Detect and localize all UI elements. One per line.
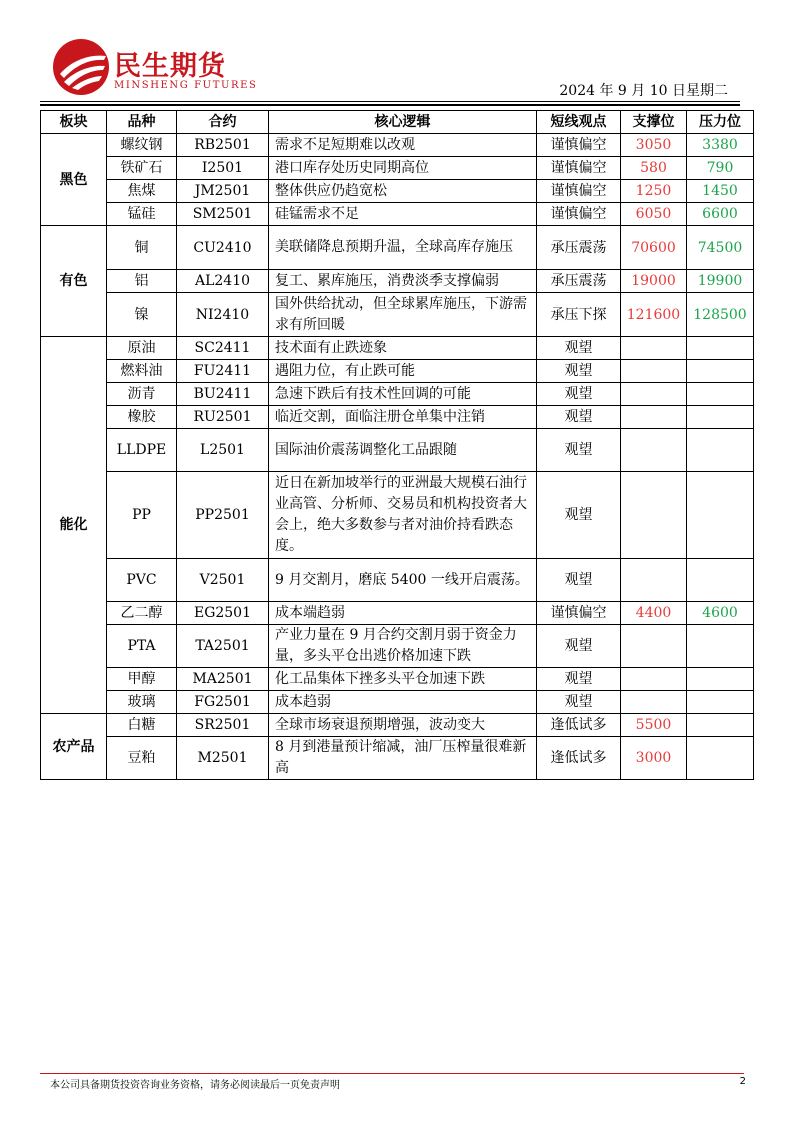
sector-cell: 有色 (41, 226, 107, 337)
logic-cell: 需求不足短期难以改观 (269, 134, 537, 157)
table-row (41, 337, 754, 360)
logic-cell: 全球市场衰退预期增强，波动变大 (269, 714, 537, 737)
variety-cell: 玻璃 (107, 691, 177, 714)
support-cell: 4400 (621, 602, 687, 625)
header-support: 支撑位 (621, 111, 687, 134)
brand-name-cn: 民生期货 (114, 51, 226, 82)
variety-cell: 铁矿石 (107, 157, 177, 180)
contract-cell: M2501 (177, 737, 269, 780)
resistance-cell (687, 383, 754, 406)
table-row (41, 691, 754, 714)
contract-cell: SR2501 (177, 714, 269, 737)
support-cell (621, 625, 687, 668)
variety-cell: 原油 (107, 337, 177, 360)
resistance-cell: 4600 (687, 602, 754, 625)
header-rule-thin (40, 101, 740, 102)
contract-cell: FU2411 (177, 360, 269, 383)
support-cell (621, 559, 687, 602)
view-cell: 观望 (537, 429, 621, 472)
header-logic: 核心逻辑 (269, 111, 537, 134)
support-cell: 19000 (621, 270, 687, 293)
resistance-cell (687, 625, 754, 668)
contract-cell: CU2410 (177, 226, 269, 270)
variety-cell: PP (107, 472, 177, 559)
contract-cell: RB2501 (177, 134, 269, 157)
variety-cell: LLDPE (107, 429, 177, 472)
variety-cell: 豆粕 (107, 737, 177, 780)
brand-name-en: MINSHENG FUTURES (114, 80, 258, 91)
contract-cell: SC2411 (177, 337, 269, 360)
view-cell: 观望 (537, 383, 621, 406)
view-cell: 谨慎偏空 (537, 602, 621, 625)
variety-cell: 焦煤 (107, 180, 177, 203)
table-row (41, 406, 754, 429)
table-row (41, 559, 754, 602)
resistance-cell (687, 360, 754, 383)
view-cell: 承压震荡 (537, 270, 621, 293)
contract-cell: PP2501 (177, 472, 269, 559)
contract-cell: NI2410 (177, 293, 269, 337)
support-cell: 580 (621, 157, 687, 180)
footer-rule (40, 1073, 744, 1074)
view-cell: 观望 (537, 337, 621, 360)
table-header-row (41, 111, 754, 134)
page-header (0, 0, 794, 110)
sector-cell: 能化 (41, 337, 107, 714)
table-row (41, 429, 754, 472)
support-cell (621, 472, 687, 559)
support-cell: 3000 (621, 737, 687, 780)
contract-cell: V2501 (177, 559, 269, 602)
variety-cell: 乙二醇 (107, 602, 177, 625)
contract-cell: EG2501 (177, 602, 269, 625)
logic-cell: 硅锰需求不足 (269, 203, 537, 226)
contract-cell: BU2411 (177, 383, 269, 406)
resistance-cell: 74500 (687, 226, 754, 270)
table-row (41, 625, 754, 668)
resistance-cell (687, 668, 754, 691)
report-date: 2024 年 9 月 10 日星期二 (559, 83, 728, 99)
resistance-cell: 3380 (687, 134, 754, 157)
support-cell (621, 383, 687, 406)
variety-cell: 白糖 (107, 714, 177, 737)
contract-cell: I2501 (177, 157, 269, 180)
support-cell: 5500 (621, 714, 687, 737)
logic-cell: 国际油价震荡调整化工品跟随 (269, 429, 537, 472)
resistance-cell (687, 472, 754, 559)
support-cell (621, 406, 687, 429)
contract-cell: RU2501 (177, 406, 269, 429)
support-cell (621, 668, 687, 691)
table-row (41, 293, 754, 337)
logic-cell: 遇阻力位，有止跌可能 (269, 360, 537, 383)
view-cell: 承压震荡 (537, 226, 621, 270)
resistance-cell (687, 559, 754, 602)
view-cell: 观望 (537, 668, 621, 691)
variety-cell: PVC (107, 559, 177, 602)
variety-cell: 橡胶 (107, 406, 177, 429)
view-cell: 承压下探 (537, 293, 621, 337)
logic-cell: 整体供应仍趋宽松 (269, 180, 537, 203)
resistance-cell: 6600 (687, 203, 754, 226)
table-row (41, 737, 754, 780)
view-cell: 观望 (537, 360, 621, 383)
table-row (41, 602, 754, 625)
support-cell (621, 429, 687, 472)
resistance-cell: 128500 (687, 293, 754, 337)
page-number: 2 (739, 1076, 746, 1087)
resistance-cell (687, 714, 754, 737)
resistance-cell (687, 337, 754, 360)
header-rule-thick (40, 104, 740, 106)
variety-cell: 沥青 (107, 383, 177, 406)
support-cell: 121600 (621, 293, 687, 337)
header-variety: 品种 (107, 111, 177, 134)
table-row (41, 226, 754, 270)
support-cell: 6050 (621, 203, 687, 226)
header-view: 短线观点 (537, 111, 621, 134)
logic-cell: 成本端趋弱 (269, 602, 537, 625)
logic-cell: 产业力量在 9 月合约交割月弱于资金力量，多头平仓出逃价格加速下跌 (269, 625, 537, 668)
table-row (41, 668, 754, 691)
resistance-cell (687, 737, 754, 780)
variety-cell: PTA (107, 625, 177, 668)
support-cell (621, 691, 687, 714)
sector-cell: 农产品 (41, 714, 107, 780)
footer-disclaimer: 本公司具备期货投资咨询业务资格，请务必阅读最后一页免责声明 (50, 1080, 340, 1091)
contract-cell: JM2501 (177, 180, 269, 203)
contract-cell: FG2501 (177, 691, 269, 714)
header-resistance: 压力位 (687, 111, 754, 134)
sector-cell: 黑色 (41, 134, 107, 226)
minsheng-logo-icon (52, 38, 110, 96)
logic-cell: 8 月到港量预计缩减，油厂压榨量很难新高 (269, 737, 537, 780)
view-cell: 逢低试多 (537, 737, 621, 780)
table-row (41, 714, 754, 737)
table-row (41, 472, 754, 559)
view-cell: 观望 (537, 691, 621, 714)
view-cell: 谨慎偏空 (537, 157, 621, 180)
resistance-cell (687, 429, 754, 472)
logic-cell: 技术面有止跌迹象 (269, 337, 537, 360)
view-cell: 观望 (537, 472, 621, 559)
logic-cell: 美联储降息预期升温，全球高库存施压 (269, 226, 537, 270)
table-row (41, 360, 754, 383)
resistance-cell: 19900 (687, 270, 754, 293)
resistance-cell: 790 (687, 157, 754, 180)
support-cell (621, 360, 687, 383)
logic-cell: 近日在新加坡举行的亚洲最大规模石油行业高管、分析师、交易员和机构投资者大会上，绝大多数参与者对油价持看跌态度。 (269, 472, 537, 559)
logic-cell: 急速下跌后有技术性回调的可能 (269, 383, 537, 406)
contract-cell: AL2410 (177, 270, 269, 293)
view-cell: 谨慎偏空 (537, 134, 621, 157)
contract-cell: MA2501 (177, 668, 269, 691)
variety-cell: 甲醇 (107, 668, 177, 691)
view-cell: 逢低试多 (537, 714, 621, 737)
contract-cell: SM2501 (177, 203, 269, 226)
support-cell: 1250 (621, 180, 687, 203)
logic-cell: 成本趋弱 (269, 691, 537, 714)
view-cell: 观望 (537, 625, 621, 668)
logic-cell: 临近交割，面临注册仓单集中注销 (269, 406, 537, 429)
table-row (41, 203, 754, 226)
view-cell: 观望 (537, 406, 621, 429)
header-contract: 合约 (177, 111, 269, 134)
header-sector: 板块 (41, 111, 107, 134)
table-row (41, 270, 754, 293)
view-cell: 观望 (537, 559, 621, 602)
variety-cell: 燃料油 (107, 360, 177, 383)
support-cell: 70600 (621, 226, 687, 270)
table-row (41, 134, 754, 157)
resistance-cell (687, 691, 754, 714)
logic-cell: 复工、累库施压，消费淡季支撑偏弱 (269, 270, 537, 293)
variety-cell: 镍 (107, 293, 177, 337)
contract-cell: L2501 (177, 429, 269, 472)
support-cell: 3050 (621, 134, 687, 157)
variety-cell: 铜 (107, 226, 177, 270)
variety-cell: 铝 (107, 270, 177, 293)
logic-cell: 港口库存处历史同期高位 (269, 157, 537, 180)
view-cell: 谨慎偏空 (537, 180, 621, 203)
logic-cell: 9 月交割月，磨底 5400 一线开启震荡。 (269, 559, 537, 602)
resistance-cell (687, 406, 754, 429)
resistance-cell: 1450 (687, 180, 754, 203)
table-row (41, 157, 754, 180)
logic-cell: 化工品集体下挫多头平仓加速下跌 (269, 668, 537, 691)
variety-cell: 锰硅 (107, 203, 177, 226)
view-cell: 谨慎偏空 (537, 203, 621, 226)
futures-strategy-table (40, 110, 754, 780)
contract-cell: TA2501 (177, 625, 269, 668)
support-cell (621, 337, 687, 360)
table-row (41, 383, 754, 406)
logic-cell: 国外供给扰动，但全球累库施压，下游需求有所回暖 (269, 293, 537, 337)
table-row (41, 180, 754, 203)
variety-cell: 螺纹钢 (107, 134, 177, 157)
